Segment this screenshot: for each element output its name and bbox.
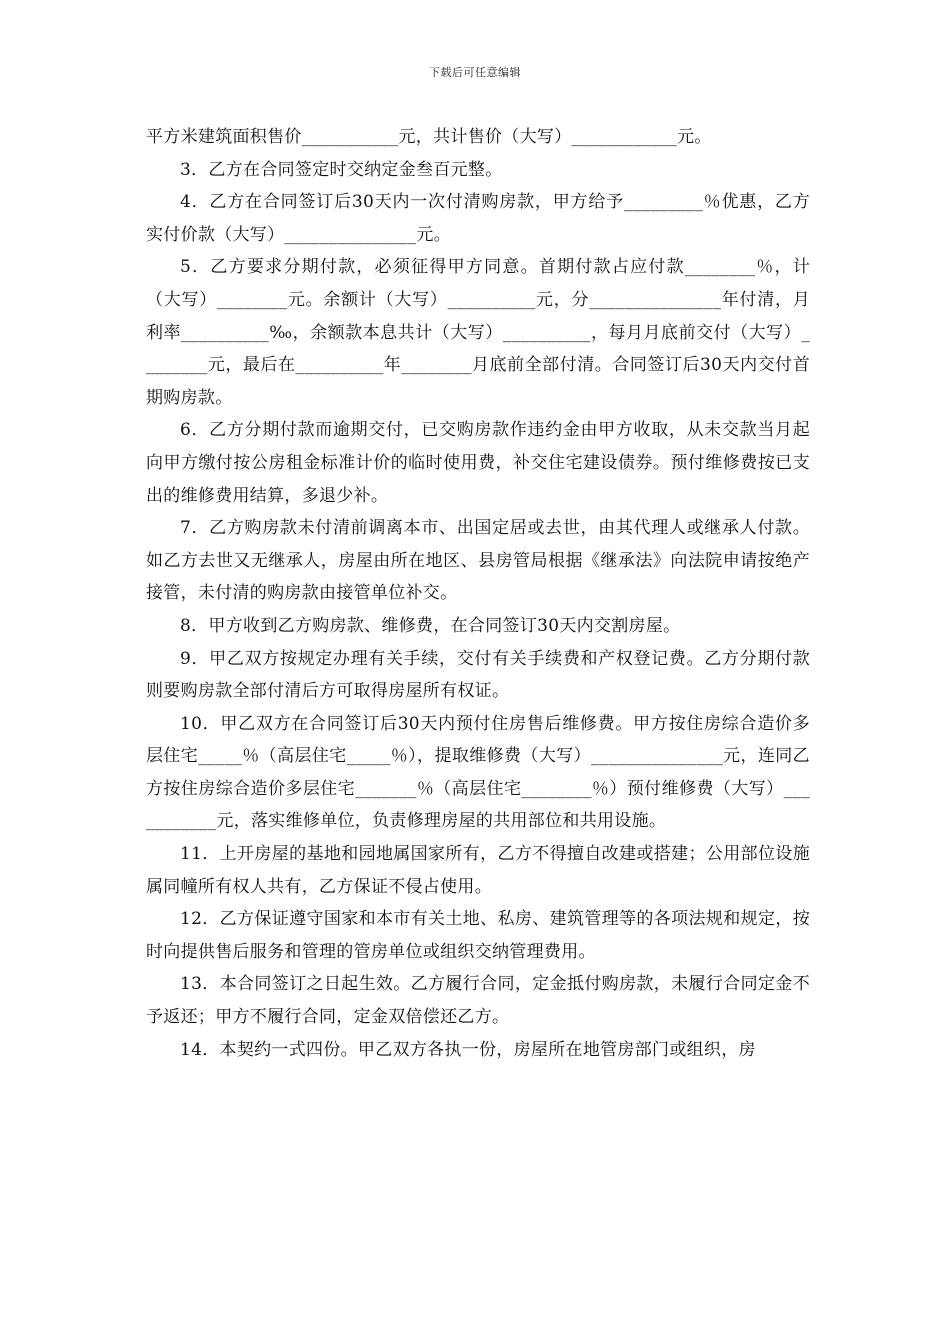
paragraph-clause-13: 13．本合同签订之日起生效。乙方履行合同，定金抵付购房款，未履行合同定金不予返还；甲方不履行合同，定金双倍偿还乙方。	[146, 974, 810, 1028]
paragraph-clause-4: 4．乙方在合同签订后30天内一次付清购房款，甲方给予_________％优惠，乙方实付价款（大写）_______________元。	[146, 192, 810, 245]
paragraph-clause-8: 8．甲方收到乙方购房款、维修费，在合同签订30天内交割房屋。	[180, 615, 681, 636]
paragraph-clause-7: 7．乙方购房款未付清前调离本市、出国定居或去世，由其代理人或继承人付款。如乙方去世又无继承人，房屋由所在地区、县房管局根据《继承法》向法院申请按绝产接管，未付清的购房款由接管单位补交。	[146, 518, 810, 604]
paragraph-clause-9: 9．甲乙双方按规定办理有关手续，交付有关手续费和产权登记费。乙方分期付款则要购房款全部付清后方可取得房屋所有权证。	[146, 648, 810, 702]
paragraph-clause-10: 10．甲乙双方在合同签订后30天内预付住房售后维修费。甲方按住房综合造价多层住宅_____％（高层住宅_____％），提取维修费（大写）_______________元，连同乙方按住房综合造价多层住宅_______％（高层住宅________％）预付维修费（大写）___________元，落实维修单位，负责修理房屋的共用部位和共用设施。	[146, 713, 810, 832]
paragraph-clause-11: 11．上开房屋的基地和园地属国家所有，乙方不得擅自改建或搭建；公用部位设施属同幢所有权人共有，乙方保证不侵占使用。	[146, 844, 810, 897]
paragraph-price-continued: 平方米建筑面积售价___________元，共计售价（大写）____________元。	[146, 127, 712, 147]
paragraph-clause-5: 5．乙方要求分期付款，必须征得甲方同意。首期付款占应付款________％，计（大写）________元。余额计（大写）__________元，分_______________年付清，月利率__________‰，余额款本息共计（大写）__________，每月月底前交付（大写）________元，最后在__________年________月底前全部付清。合同签订后30天内交付首期购房款。	[146, 257, 810, 408]
paragraph-clause-14: 14．本契约一式四份。甲乙双方各执一份，房屋所在地管房部门或组织，房	[180, 1039, 756, 1060]
page-header: 下载后可任意编辑	[429, 66, 521, 79]
paragraph-clause-3: 3．乙方在合同签定时交纳定金叁百元整。	[180, 159, 503, 180]
contract-body	[146, 121, 810, 1066]
paragraph-clause-12: 12．乙方保证遵守国家和本市有关土地、私房、建筑管理等的各项法规和规定，按时向提供售后服务和管理的管房单位或组织交纳管理费用。	[146, 909, 810, 962]
paragraph-clause-6: 6．乙方分期付款而逾期交付，已交购房款作违约金由甲方收取，从未交款当月起向甲方缴付按公房租金标准计价的临时使用费，补交住宅建设债券。预付维修费按已支出的维修费用结算，多退少补。	[146, 420, 810, 506]
